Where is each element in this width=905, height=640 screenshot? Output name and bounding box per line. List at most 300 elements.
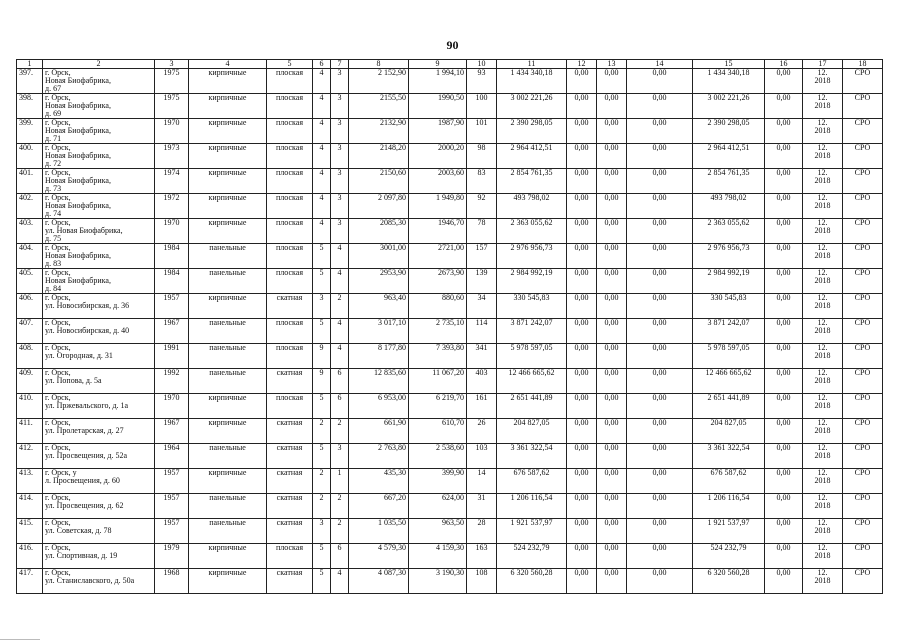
address-line: ул. Огородная, д. 31: [45, 351, 113, 360]
residents-cell: 114: [467, 319, 497, 344]
column-header-16: 16: [765, 60, 803, 69]
roof-cell: плоская: [267, 544, 313, 569]
column-header-11: 11: [497, 60, 567, 69]
area-living-cell: 1987,90: [409, 119, 467, 144]
row-number: 399.: [17, 119, 43, 144]
address-line: г. Орск,: [45, 568, 71, 577]
material-cell: кирпичные: [189, 169, 267, 194]
area-living-cell: 1 994,10: [409, 69, 467, 94]
table-row: [17, 419, 883, 444]
year-cell: 1957: [155, 494, 189, 519]
floors-cell: 5: [313, 269, 331, 294]
cost2-cell: 3 361 322,54: [693, 444, 765, 469]
cost-cell: 5 978 597,05: [497, 344, 567, 369]
area-total-cell: 6 953,00: [349, 394, 409, 419]
cost2-cell: 1 921 537,97: [693, 519, 765, 544]
row-number: 417.: [17, 569, 43, 594]
date-line: 12.: [817, 393, 828, 402]
table-row: [17, 219, 883, 244]
z2-cell: 0,00: [597, 469, 627, 494]
material-cell: кирпичные: [189, 69, 267, 94]
date-cell: [803, 469, 843, 494]
material-cell: панельные: [189, 369, 267, 394]
date-line: 2018: [814, 551, 831, 560]
area-living-cell: 1990,50: [409, 94, 467, 119]
area-total-cell: 2085,30: [349, 219, 409, 244]
z1-cell: 0,00: [567, 244, 597, 269]
residents-cell: 161: [467, 394, 497, 419]
address-cell: [43, 494, 155, 519]
date-line: 2018: [814, 76, 831, 85]
z2-cell: 0,00: [597, 319, 627, 344]
table-row: [17, 369, 883, 394]
floors-cell: 3: [313, 519, 331, 544]
z1-cell: 0,00: [567, 394, 597, 419]
type-cell: СРО: [843, 469, 883, 494]
column-header-5: 5: [267, 60, 313, 69]
z2-cell: 0,00: [597, 544, 627, 569]
entrances-cell: 2: [331, 519, 349, 544]
z1-cell: 0,00: [567, 319, 597, 344]
address-line: Новая Биофабрика,: [45, 76, 111, 85]
date-line: 2018: [814, 276, 831, 285]
address-cell: [43, 169, 155, 194]
row-number: 406.: [17, 294, 43, 319]
type-cell: СРО: [843, 144, 883, 169]
residents-cell: 78: [467, 219, 497, 244]
address-cell: [43, 69, 155, 94]
z2-cell: 0,00: [597, 194, 627, 219]
material-cell: кирпичные: [189, 569, 267, 594]
date-line: 2018: [814, 101, 831, 110]
floors-cell: 5: [313, 244, 331, 269]
address-line: Новая Биофабрика,: [45, 126, 111, 135]
material-cell: панельные: [189, 244, 267, 269]
date-line: 2018: [814, 226, 831, 235]
entrances-cell: 3: [331, 169, 349, 194]
date-line: 12.: [817, 493, 828, 502]
address-cell: [43, 144, 155, 169]
z3-cell: 0,00: [627, 219, 693, 244]
material-cell: кирпичные: [189, 544, 267, 569]
area-living-cell: 4 159,30: [409, 544, 467, 569]
date-line: 2018: [814, 401, 831, 410]
type-cell: СРО: [843, 244, 883, 269]
address-cell: [43, 369, 155, 394]
z5-cell: 0,00: [765, 319, 803, 344]
z3-cell: 0,00: [627, 494, 693, 519]
z3-cell: 0,00: [627, 169, 693, 194]
type-cell: СРО: [843, 169, 883, 194]
date-line: 2018: [814, 201, 831, 210]
entrances-cell: 4: [331, 269, 349, 294]
area-total-cell: 661,90: [349, 419, 409, 444]
area-living-cell: 399,90: [409, 469, 467, 494]
cost2-cell: 5 978 597,05: [693, 344, 765, 369]
cost2-cell: 1 206 116,54: [693, 494, 765, 519]
address-line: г. Орск,: [45, 318, 71, 327]
date-line: 2018: [814, 151, 831, 160]
z3-cell: 0,00: [627, 294, 693, 319]
column-header-18: 18: [843, 60, 883, 69]
year-cell: 1973: [155, 144, 189, 169]
address-line: г. Орск, у: [45, 468, 77, 477]
material-cell: кирпичные: [189, 219, 267, 244]
date-line: 2018: [814, 126, 831, 135]
z1-cell: 0,00: [567, 519, 597, 544]
residents-cell: 100: [467, 94, 497, 119]
address-line: Новая Биофабрика,: [45, 201, 111, 210]
date-cell: [803, 494, 843, 519]
floors-cell: 4: [313, 194, 331, 219]
roof-cell: скатная: [267, 419, 313, 444]
roof-cell: скатная: [267, 494, 313, 519]
date-cell: [803, 419, 843, 444]
cost-cell: 2 984 992,19: [497, 269, 567, 294]
z5-cell: 0,00: [765, 419, 803, 444]
residents-cell: 157: [467, 244, 497, 269]
date-line: 2018: [814, 351, 831, 360]
entrances-cell: 3: [331, 94, 349, 119]
residents-cell: 28: [467, 519, 497, 544]
column-header-1: 1: [17, 60, 43, 69]
roof-cell: плоская: [267, 394, 313, 419]
date-cell: [803, 294, 843, 319]
address-line: ул. Новосибирская, д. 36: [45, 301, 130, 310]
area-total-cell: 2155,50: [349, 94, 409, 119]
entrances-cell: 3: [331, 219, 349, 244]
z1-cell: 0,00: [567, 69, 597, 94]
z1-cell: 0,00: [567, 144, 597, 169]
row-number: 398.: [17, 94, 43, 119]
z1-cell: 0,00: [567, 544, 597, 569]
address-line: д. 84: [45, 284, 62, 293]
year-cell: 1975: [155, 69, 189, 94]
address-line: ул. Пржевальского, д. 1а: [45, 401, 129, 410]
cost-cell: 330 545,83: [497, 294, 567, 319]
cost-cell: 2 854 761,35: [497, 169, 567, 194]
roof-cell: плоская: [267, 269, 313, 294]
residents-cell: 101: [467, 119, 497, 144]
year-cell: 1972: [155, 194, 189, 219]
floors-cell: 4: [313, 94, 331, 119]
floors-cell: 2: [313, 419, 331, 444]
address-line: ул. Попова, д. 5а: [45, 376, 102, 385]
column-header-12: 12: [567, 60, 597, 69]
z2-cell: 0,00: [597, 444, 627, 469]
cost-cell: 2 363 055,62: [497, 219, 567, 244]
area-total-cell: 435,30: [349, 469, 409, 494]
address-line: г. Орск,: [45, 193, 71, 202]
material-cell: панельные: [189, 444, 267, 469]
address-cell: [43, 119, 155, 144]
material-cell: кирпичные: [189, 469, 267, 494]
cost-cell: 3 361 322,54: [497, 444, 567, 469]
address-line: г. Орск,: [45, 343, 71, 352]
z5-cell: 0,00: [765, 519, 803, 544]
floors-cell: 3: [313, 294, 331, 319]
address-cell: [43, 469, 155, 494]
cost-cell: 1 434 340,18: [497, 69, 567, 94]
z2-cell: 0,00: [597, 344, 627, 369]
z2-cell: 0,00: [597, 519, 627, 544]
table-row: [17, 169, 883, 194]
table-row: [17, 294, 883, 319]
address-line: ул. Пролетарская, д. 27: [45, 426, 124, 435]
entrances-cell: 4: [331, 244, 349, 269]
date-cell: [803, 569, 843, 594]
roof-cell: плоская: [267, 344, 313, 369]
area-total-cell: 4 087,30: [349, 569, 409, 594]
residents-cell: 34: [467, 294, 497, 319]
address-cell: [43, 519, 155, 544]
z5-cell: 0,00: [765, 169, 803, 194]
cost2-cell: 204 827,05: [693, 419, 765, 444]
address-cell: [43, 269, 155, 294]
date-line: 2018: [814, 526, 831, 535]
date-line: 12.: [817, 93, 828, 102]
cost2-cell: 6 320 560,28: [693, 569, 765, 594]
area-total-cell: 1 035,50: [349, 519, 409, 544]
floors-cell: 2: [313, 494, 331, 519]
cost2-cell: 1 434 340,18: [693, 69, 765, 94]
cost2-cell: 3 002 221,26: [693, 94, 765, 119]
date-line: 2018: [814, 326, 831, 335]
table-row: [17, 494, 883, 519]
address-line: Новая Биофабрика,: [45, 176, 111, 185]
entrances-cell: 3: [331, 119, 349, 144]
date-line: 12.: [817, 118, 828, 127]
area-living-cell: 1 949,80: [409, 194, 467, 219]
year-cell: 1970: [155, 394, 189, 419]
z5-cell: 0,00: [765, 244, 803, 269]
area-total-cell: 2 763,80: [349, 444, 409, 469]
address-line: г. Орск,: [45, 493, 71, 502]
date-cell: [803, 94, 843, 119]
date-line: 2018: [814, 426, 831, 435]
column-header-8: 8: [349, 60, 409, 69]
z5-cell: 0,00: [765, 469, 803, 494]
cost-cell: 493 798,02: [497, 194, 567, 219]
row-number: 397.: [17, 69, 43, 94]
table-row: [17, 569, 883, 594]
type-cell: СРО: [843, 269, 883, 294]
type-cell: СРО: [843, 294, 883, 319]
type-cell: СРО: [843, 369, 883, 394]
type-cell: СРО: [843, 394, 883, 419]
z5-cell: 0,00: [765, 69, 803, 94]
address-cell: [43, 244, 155, 269]
address-cell: [43, 444, 155, 469]
date-cell: [803, 169, 843, 194]
residents-cell: 341: [467, 344, 497, 369]
cost-cell: 2 390 298,05: [497, 119, 567, 144]
material-cell: панельные: [189, 519, 267, 544]
table-row: [17, 394, 883, 419]
year-cell: 1957: [155, 519, 189, 544]
roof-cell: плоская: [267, 244, 313, 269]
date-cell: [803, 444, 843, 469]
address-cell: [43, 294, 155, 319]
cost2-cell: 2 964 412,51: [693, 144, 765, 169]
year-cell: 1967: [155, 419, 189, 444]
z2-cell: 0,00: [597, 394, 627, 419]
address-line: г. Орск,: [45, 268, 71, 277]
type-cell: СРО: [843, 544, 883, 569]
date-line: 12.: [817, 243, 828, 252]
type-cell: СРО: [843, 69, 883, 94]
z5-cell: 0,00: [765, 569, 803, 594]
area-living-cell: 7 393,80: [409, 344, 467, 369]
cost2-cell: 2 976 956,73: [693, 244, 765, 269]
address-line: г. Орск,: [45, 243, 71, 252]
address-line: г. Орск,: [45, 518, 71, 527]
roof-cell: скатная: [267, 369, 313, 394]
row-number: 400.: [17, 144, 43, 169]
z5-cell: 0,00: [765, 194, 803, 219]
cost-cell: 524 232,79: [497, 544, 567, 569]
z5-cell: 0,00: [765, 369, 803, 394]
area-living-cell: 2721,00: [409, 244, 467, 269]
z5-cell: 0,00: [765, 119, 803, 144]
entrances-cell: 3: [331, 144, 349, 169]
cost2-cell: 2 363 055,62: [693, 219, 765, 244]
entrances-cell: 2: [331, 419, 349, 444]
z3-cell: 0,00: [627, 269, 693, 294]
z5-cell: 0,00: [765, 269, 803, 294]
z3-cell: 0,00: [627, 244, 693, 269]
date-cell: [803, 269, 843, 294]
material-cell: кирпичные: [189, 119, 267, 144]
area-living-cell: 624,00: [409, 494, 467, 519]
address-line: ул. Советская, д. 78: [45, 526, 112, 535]
date-cell: [803, 144, 843, 169]
z5-cell: 0,00: [765, 394, 803, 419]
year-cell: 1964: [155, 444, 189, 469]
cost-cell: 2 976 956,73: [497, 244, 567, 269]
date-line: 12.: [817, 168, 828, 177]
date-line: 2018: [814, 451, 831, 460]
entrances-cell: 4: [331, 319, 349, 344]
area-total-cell: 3 017,10: [349, 319, 409, 344]
z3-cell: 0,00: [627, 469, 693, 494]
date-line: 12.: [817, 468, 828, 477]
table-row: [17, 444, 883, 469]
address-cell: [43, 319, 155, 344]
cost-cell: 676 587,62: [497, 469, 567, 494]
date-cell: [803, 394, 843, 419]
cost-cell: 3 871 242,07: [497, 319, 567, 344]
table-row: [17, 244, 883, 269]
column-header-9: 9: [409, 60, 467, 69]
roof-cell: скатная: [267, 569, 313, 594]
type-cell: СРО: [843, 519, 883, 544]
year-cell: 1967: [155, 319, 189, 344]
roof-cell: плоская: [267, 169, 313, 194]
cost-cell: 3 002 221,26: [497, 94, 567, 119]
address-line: л. Просвещения, д. 60: [45, 476, 120, 485]
year-cell: 1970: [155, 219, 189, 244]
z3-cell: 0,00: [627, 194, 693, 219]
z2-cell: 0,00: [597, 419, 627, 444]
address-line: г. Орск,: [45, 543, 71, 552]
year-cell: 1979: [155, 544, 189, 569]
floors-cell: 5: [313, 444, 331, 469]
year-cell: 1957: [155, 294, 189, 319]
type-cell: СРО: [843, 119, 883, 144]
area-total-cell: 2150,60: [349, 169, 409, 194]
address-cell: [43, 94, 155, 119]
date-line: 2018: [814, 251, 831, 260]
material-cell: панельные: [189, 494, 267, 519]
area-living-cell: 2 735,10: [409, 319, 467, 344]
cost-cell: 2 651 441,89: [497, 394, 567, 419]
z1-cell: 0,00: [567, 219, 597, 244]
column-header-10: 10: [467, 60, 497, 69]
z1-cell: 0,00: [567, 494, 597, 519]
column-header-13: 13: [597, 60, 627, 69]
entrances-cell: 6: [331, 544, 349, 569]
z3-cell: 0,00: [627, 69, 693, 94]
residents-cell: 83: [467, 169, 497, 194]
material-cell: панельные: [189, 344, 267, 369]
z5-cell: 0,00: [765, 344, 803, 369]
residents-cell: 98: [467, 144, 497, 169]
material-cell: кирпичные: [189, 144, 267, 169]
table-row: [17, 144, 883, 169]
area-living-cell: 11 067,20: [409, 369, 467, 394]
address-cell: [43, 569, 155, 594]
type-cell: СРО: [843, 94, 883, 119]
cost2-cell: 3 871 242,07: [693, 319, 765, 344]
z5-cell: 0,00: [765, 94, 803, 119]
year-cell: 1968: [155, 569, 189, 594]
address-line: д. 75: [45, 234, 62, 243]
date-line: 12.: [817, 518, 828, 527]
date-line: 12.: [817, 318, 828, 327]
row-number: 401.: [17, 169, 43, 194]
address-line: г. Орск,: [45, 93, 71, 102]
cost2-cell: 2 651 441,89: [693, 394, 765, 419]
residents-cell: 93: [467, 69, 497, 94]
date-line: 12.: [817, 193, 828, 202]
column-header-7: 7: [331, 60, 349, 69]
z3-cell: 0,00: [627, 419, 693, 444]
entrances-cell: 3: [331, 194, 349, 219]
table-row: [17, 544, 883, 569]
table-row: [17, 69, 883, 94]
type-cell: СРО: [843, 219, 883, 244]
area-total-cell: 2148,20: [349, 144, 409, 169]
address-line: ул. Станиславского, д. 50а: [45, 576, 135, 585]
area-total-cell: 8 177,80: [349, 344, 409, 369]
date-line: 12.: [817, 218, 828, 227]
type-cell: СРО: [843, 444, 883, 469]
z2-cell: 0,00: [597, 169, 627, 194]
cost-cell: 6 320 560,28: [497, 569, 567, 594]
year-cell: 1970: [155, 119, 189, 144]
area-living-cell: 2003,60: [409, 169, 467, 194]
residents-cell: 14: [467, 469, 497, 494]
address-line: г. Орск,: [45, 143, 71, 152]
z5-cell: 0,00: [765, 444, 803, 469]
cost-cell: 2 964 412,51: [497, 144, 567, 169]
area-total-cell: 2 152,90: [349, 69, 409, 94]
roof-cell: плоская: [267, 144, 313, 169]
year-cell: 1991: [155, 344, 189, 369]
z5-cell: 0,00: [765, 544, 803, 569]
cost-cell: 204 827,05: [497, 419, 567, 444]
